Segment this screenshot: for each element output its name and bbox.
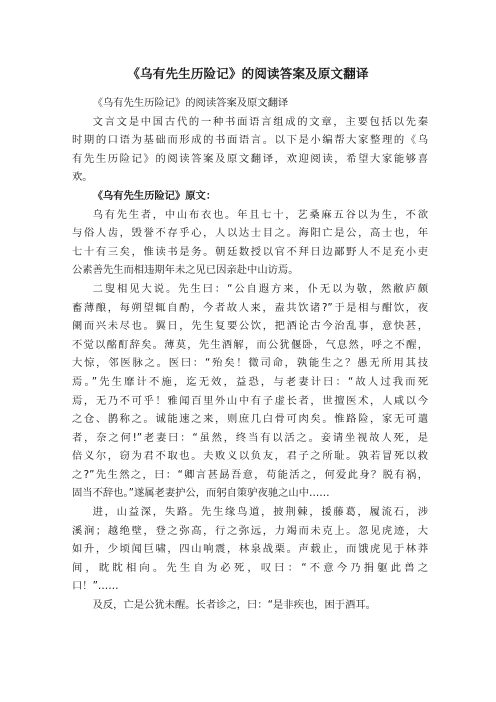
text-line: 不觉以酩酊辞矣。薄莫，先生酒解，而公犹偃卧，气息然，呼之不醒， xyxy=(72,338,428,351)
text-line: 阑而兴未尽也。翼日，先生复要公饮，把酒论古今治乱事，意快甚， xyxy=(72,320,428,333)
text-line: 乌有先生者，中山布衣也。年且七十，艺桑麻五谷以为生，不欲 xyxy=(92,208,428,221)
text-line: 时期的口语为基础而形成的书面语言。以下是小编帮大家整理的《乌 xyxy=(72,134,428,147)
text-line: 与俗人齿，毁誉不存乎心，人以达士目之。海阳亡是公，高士也，年 xyxy=(72,227,428,240)
text-line: 文言文是中国古代的一种书面语言组成的文章，主要包括以先秦 xyxy=(92,115,428,128)
text-line: 之?”先生然之，曰：“卿言甚勗吾意，苟能活之，何爱此身？脱有祸， xyxy=(72,468,428,481)
text-line: 之仓、鹊称之。诚能速之来，则庶几白骨可肉矣。惟路险，家无可遣 xyxy=(72,413,428,426)
text-line: 如升，少顷闻巨啸，四山响震，林泉战栗。声载止，而饿虎见于林莽 xyxy=(72,543,428,556)
document-title: 《乌有先生历险记》的阅读答案及原文翻译 xyxy=(127,66,369,81)
text-line: 二叟相见大说。先生曰：“公自遐方来，仆无以为敬，然敝庐颇 xyxy=(92,282,428,295)
text-line: 有先生历险记》的阅读答案及原文翻译，欢迎阅读，希望大家能够喜 xyxy=(72,152,428,165)
document-body xyxy=(72,94,428,615)
text-line: 《乌有先生历险记》的阅读答案及原文翻译 xyxy=(92,97,289,109)
text-line: 者，奈之何!”老妻曰：“虽然，终当有以活之。妾请坐视故人死，是 xyxy=(72,431,428,444)
text-line: 焉。”先生靡计不施，迄无效，益恐，与老妻计曰：“故人过我而死 xyxy=(72,375,428,388)
section-heading: 《乌有先生历险记》原文： xyxy=(92,189,217,202)
text-line: 固当不辞也。”遂属老妻护公，而躬自策驴夜驰之山中…… xyxy=(72,487,330,500)
text-line: 间，眈眈相向。先生自为必死，叹曰：“不意今乃捐躯此兽之 xyxy=(72,561,428,574)
text-line: 畜薄酿，每朔望辄自酌，今者故人来，盍共饮诸?”于是相与酣饮，夜 xyxy=(72,301,428,314)
text-line: 倍义尔，窃为君不取也。夫败义以负友，君子之所耻。孰若冒死以救 xyxy=(72,450,428,463)
text-line: 溪涧；越绝壁，登之弥高，行之弥远，力竭而未克上。忽见虎迹，大 xyxy=(72,524,428,537)
text-line: 欢。 xyxy=(72,171,93,184)
text-line: 及反，亡是公犹未醒。长者诊之，曰：“是非疾也，困于酒耳。 xyxy=(92,599,376,612)
text-line: 七十有三矣，惟读书是务。朝廷数授以官不拜日边鄙野人不足充小吏 xyxy=(72,245,428,258)
text-line: 大惊，邻医脉之。医曰：“殆矣！微司命，孰能生之？愚无所用其技 xyxy=(72,357,428,370)
text-line: 进，山益深，失路。先生缘鸟道，披荆棘，援藤葛，履流石，涉 xyxy=(92,506,428,519)
text-line: 口！”…… xyxy=(72,580,119,593)
text-line: 公素善先生而相违期年未之见已因亲赴中山访焉。 xyxy=(72,264,299,277)
text-line: 焉，无乃不可乎！雅闻百里外山中有子虚长者，世擅医术，人咸以今 xyxy=(72,394,428,407)
